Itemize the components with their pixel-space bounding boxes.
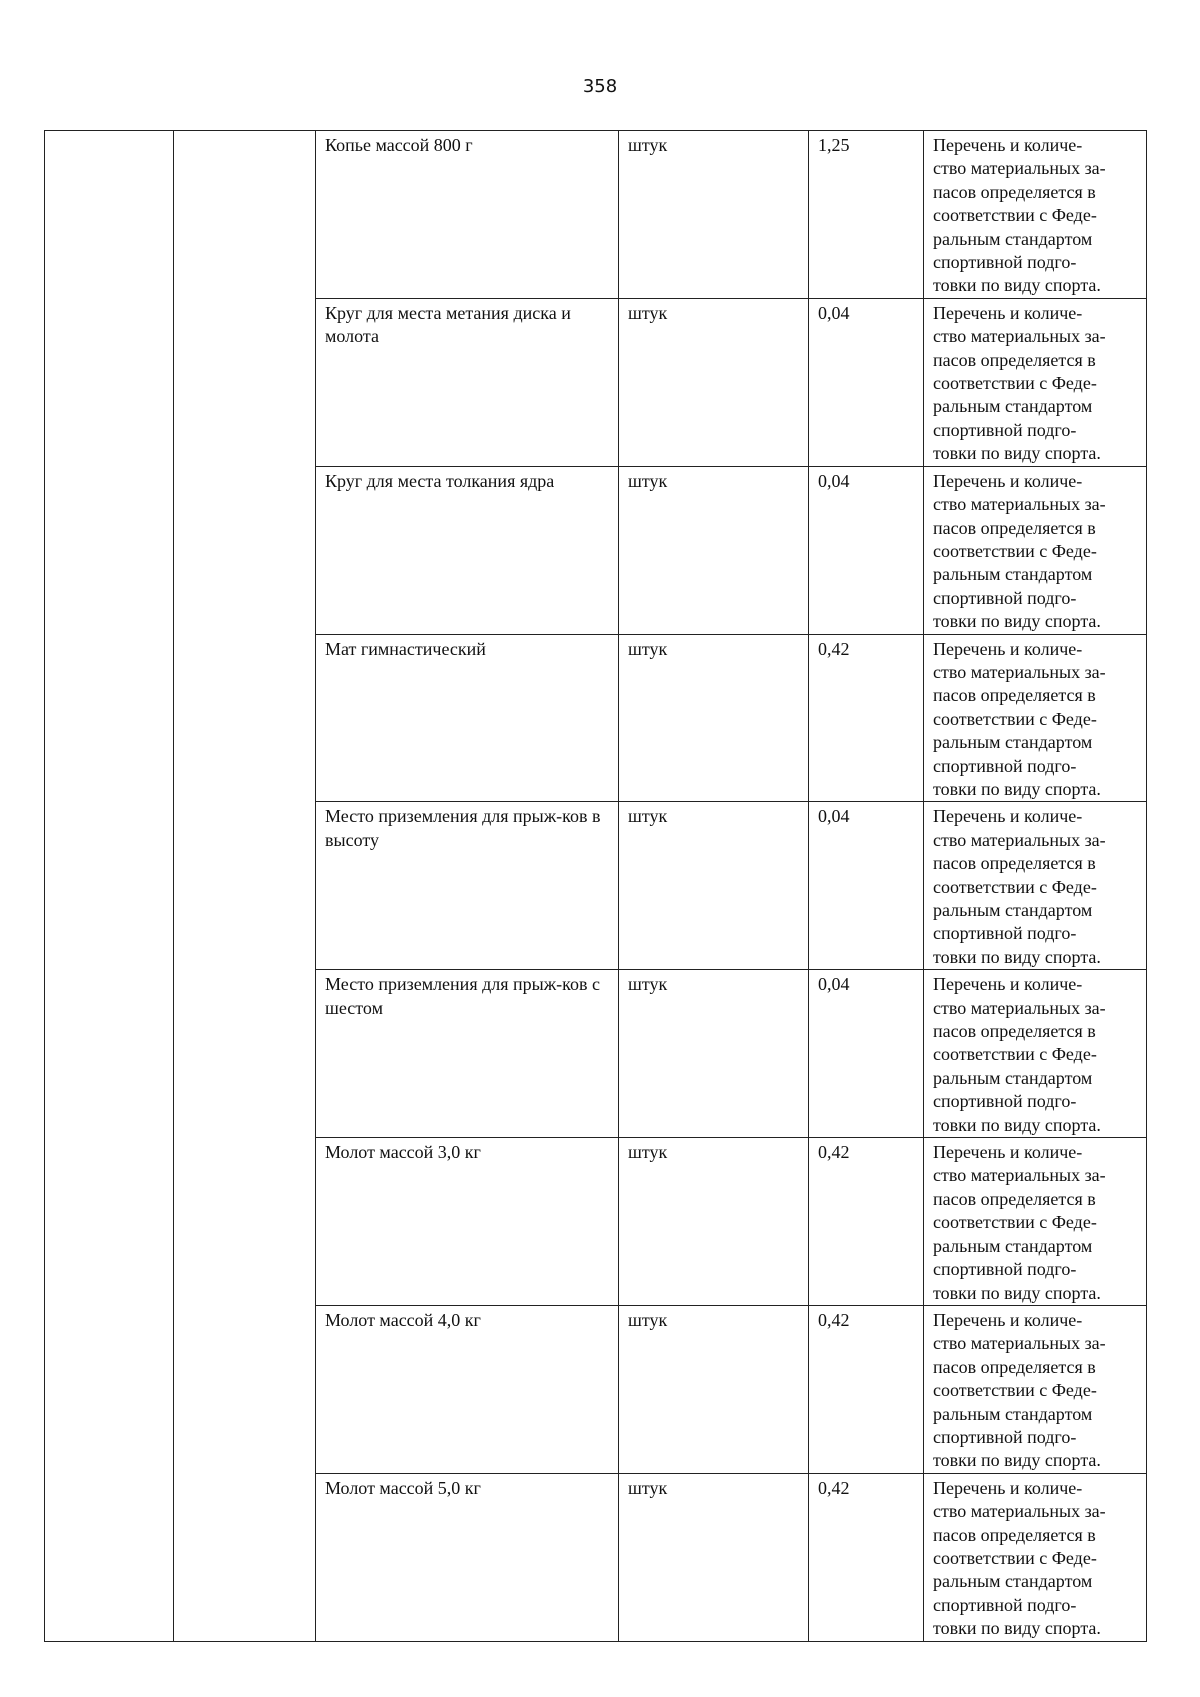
quantity-cell: 0,42 [809, 1138, 924, 1306]
note-cell [924, 466, 1147, 634]
unit-cell: штук [619, 131, 809, 299]
unit-cell: штук [619, 970, 809, 1138]
note-line: пасов определяется в [933, 853, 1096, 874]
equipment-table [44, 130, 1147, 1642]
quantity-cell: 0,04 [809, 298, 924, 466]
item-name-cell: Круг для места толкания ядра [316, 466, 619, 634]
note-line: Перечень и количе- [933, 135, 1083, 155]
note-line: ство материальных за- [933, 661, 1106, 682]
note-line: пасов определяется в [933, 1524, 1096, 1545]
page-number: 358 [582, 76, 618, 97]
note-line: Перечень и количе- [933, 1477, 1083, 1498]
note-line: соответствии с Феде- [933, 708, 1097, 729]
merged-empty-cell-1 [45, 131, 174, 1642]
note-line: соответствии с Феде- [933, 1547, 1097, 1568]
quantity-cell: 0,42 [809, 1473, 924, 1641]
quantity-cell: 1,25 [809, 131, 924, 299]
note-cell [924, 970, 1147, 1138]
note-line: спортивной подго- [933, 923, 1077, 944]
item-name-cell: Место приземления для прыж-ков в высоту [316, 802, 619, 970]
quantity-cell: 0,42 [809, 1305, 924, 1473]
note-line: спортивной подго- [933, 419, 1077, 440]
note-line: ральным стандартом [933, 564, 1093, 585]
note-line: соответствии с Феде- [933, 876, 1097, 897]
note-line: ство материальных за- [933, 1333, 1106, 1354]
unit-cell: штук [619, 634, 809, 802]
note-line: товки по виду спорта. [933, 1618, 1101, 1639]
item-name-cell: Копье массой 800 г [316, 131, 619, 299]
note-line: соответствии с Феде- [933, 205, 1097, 226]
item-name-cell: Мат гимнастический [316, 634, 619, 802]
item-name-cell: Молот массой 4,0 кг [316, 1305, 619, 1473]
unit-cell: штук [619, 298, 809, 466]
note-line: пасов определяется в [933, 181, 1096, 202]
note-line: пасов определяется в [933, 517, 1096, 538]
note-line: ральным стандартом [933, 228, 1093, 249]
note-line: ральным стандартом [933, 396, 1093, 417]
unit-cell: штук [619, 1305, 809, 1473]
note-line: ство материальных за- [933, 158, 1106, 179]
item-name-cell: Молот массой 3,0 кг [316, 1138, 619, 1306]
note-line: Перечень и количе- [933, 1309, 1083, 1330]
quantity-cell: 0,42 [809, 634, 924, 802]
note-cell [924, 1305, 1147, 1473]
note-line: пасов определяется в [933, 1021, 1096, 1042]
table-row [45, 131, 1147, 299]
unit-cell: штук [619, 802, 809, 970]
note-line: Перечень и количе- [933, 638, 1083, 659]
quantity-cell: 0,04 [809, 466, 924, 634]
note-line: ство материальных за- [933, 829, 1106, 850]
unit-cell: штук [619, 1473, 809, 1641]
note-cell [924, 1473, 1147, 1641]
item-name-cell: Круг для места метания диска и молота [316, 298, 619, 466]
note-line: Перечень и количе- [933, 1142, 1083, 1163]
note-line: спортивной подго- [933, 252, 1077, 273]
item-name-cell: Место приземления для прыж-ков с шестом [316, 970, 619, 1138]
note-line: товки по виду спорта. [933, 611, 1101, 632]
note-line: ство материальных за- [933, 326, 1106, 347]
note-line: ральным стандартом [933, 1067, 1093, 1088]
note-line: ство материальных за- [933, 997, 1106, 1018]
note-line: ральным стандартом [933, 900, 1093, 920]
note-line: ство материальных за- [933, 494, 1106, 515]
note-line: соответствии с Феде- [933, 1212, 1097, 1233]
note-line: ральным стандартом [933, 1403, 1093, 1424]
note-line: товки по виду спорта. [933, 946, 1101, 967]
note-line: спортивной подго- [933, 1259, 1077, 1280]
note-line: ство материальных за- [933, 1165, 1106, 1186]
note-line: Перечень и количе- [933, 302, 1083, 323]
note-line: ральным стандартом [933, 1571, 1093, 1592]
note-line: спортивной подго- [933, 587, 1077, 608]
note-line: спортивной подго- [933, 1594, 1077, 1615]
note-line: товки по виду спорта. [933, 1450, 1101, 1471]
note-line: соответствии с Феде- [933, 540, 1097, 561]
note-line: ство материальных за- [933, 1501, 1106, 1522]
note-cell [924, 298, 1147, 466]
note-line: ральным стандартом [933, 732, 1093, 753]
item-name-cell: Молот массой 5,0 кг [316, 1473, 619, 1641]
note-line: пасов определяется в [933, 1188, 1096, 1209]
note-line: товки по виду спорта. [933, 443, 1101, 464]
note-line: спортивной подго- [933, 1426, 1077, 1447]
note-line: Перечень и количе- [933, 974, 1083, 995]
note-line: товки по виду спорта. [933, 1282, 1101, 1303]
note-line: спортивной подго- [933, 1091, 1077, 1112]
note-cell [924, 802, 1147, 970]
note-line: ральным стандартом [933, 1235, 1093, 1256]
note-line: товки по виду спорта. [933, 778, 1101, 799]
note-line: соответствии с Феде- [933, 373, 1097, 394]
note-line: товки по виду спорта. [933, 1114, 1101, 1135]
note-line: пасов определяется в [933, 1356, 1096, 1377]
note-line: пасов определяется в [933, 685, 1096, 706]
note-cell [924, 131, 1147, 299]
note-line: соответствии с Феде- [933, 1044, 1097, 1065]
note-cell [924, 634, 1147, 802]
note-line: спортивной подго- [933, 755, 1077, 776]
note-line: товки по виду спорта. [933, 275, 1101, 296]
unit-cell: штук [619, 466, 809, 634]
note-line: Перечень и количе- [933, 806, 1083, 827]
merged-empty-cell-2 [174, 131, 316, 1642]
note-line: пасов определяется в [933, 349, 1096, 370]
quantity-cell: 0,04 [809, 970, 924, 1138]
unit-cell: штук [619, 1138, 809, 1306]
note-cell [924, 1138, 1147, 1306]
note-line: Перечень и количе- [933, 470, 1083, 491]
note-line: соответствии с Феде- [933, 1380, 1097, 1401]
quantity-cell: 0,04 [809, 802, 924, 970]
